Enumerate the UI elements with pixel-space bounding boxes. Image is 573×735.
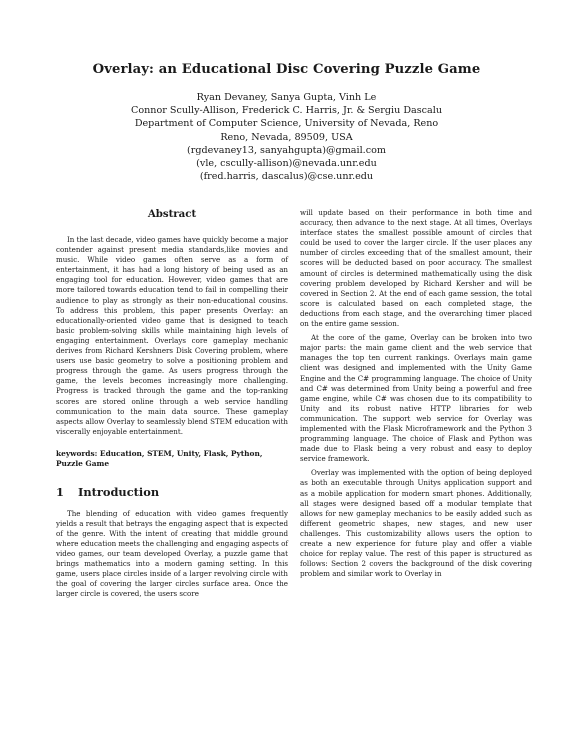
email-line: (vle, cscully-allison)@nevada.unr.edu [196, 158, 377, 170]
abstract-heading: Abstract [147, 208, 197, 220]
body-paragraph: At the core of the game, Overlay can be broken into two major parts: the main game client and the web service that manages the top ten current rankings. Overlays main game client was designed and implemented with the Unity Game Engine and the C# programming language. The choice of Unity and C# was determined from Unity being a powerful and free game engine, while C# was chosen due to its compatibility to Unity and its robust native HTTP libraries for web communication. The support web service for Overlay was implemented with the Flask Microframework and the Python 3 programming language. The choice of Flask and Python was made due to Flask being a very robust and easy to deploy service framework. [300, 333, 532, 464]
body-paragraph: Overlay was implemented with the option of being deployed as both an executable through Unitys application support and as a mobile application for modern smart phones. Additionally, all stages were designed based off a modular template that allows for new gameplay mechanics to be easily added such as different geometric shapes, new stages, and new user challenges. This customizability allows users the option to create a new experience for future play and offer a viable choice for replay value. The rest of this paper is structured as follows: Section 2 covers the background of the disk covering problem and similar work to Overlay in [300, 468, 532, 579]
email-line: (fred.harris, dascalus)@cse.unr.edu [199, 171, 374, 183]
paper-title: Overlay: an Educational Disc Covering Puzzle Game [92, 62, 481, 77]
keywords: keywords: Education, STEM, Unity, Flask, Python, Puzzle Game [56, 448, 263, 469]
section-title: Introduction [78, 484, 160, 499]
body-paragraph: will update based on their performance in both time and accuracy, then advance to the next stage. At all times, Overlays interface states the smallest possible amount of circles that could be used to cover the larger circle. If the user places any number of circles exceeding that of the smallest amount, their scores will be deducted based on poor accuracy. The smallest amount of circles is determined mathematically using the disk covering problem developed by Richard Kersher and will be covered in Section 2. At the end of each game session, the total score is calculated based on each completed stage, the deductions from each stage, and the overarching timer placed on the entire game session. [300, 208, 532, 329]
address-line: Reno, Nevada, 89509, USA [220, 131, 353, 143]
author-block [0, 91, 573, 183]
introduction-paragraph: The blending of education with video games frequently yields a result that betrays the engaging aspect that is expected of the genre. With the intent of creating that middle ground where education meets the challenging and engaging aspects of video games, our team developed Overlay, a puzzle game that brings mathematics into a modern gaming setting. In this game, users place circles inside of a larger revolving circle with the goal of covering the larger circles surface area. Once the larger circle is covered, the users score [56, 508, 288, 599]
author-names-line: Connor Scully-Allison, Frederick C. Harris, Jr. & Sergiu Dascalu [130, 105, 442, 117]
affiliation-line: Department of Computer Science, University of Nevada, Reno [134, 118, 439, 130]
author-names-line: Ryan Devaney, Sanya Gupta, Vinh Le [196, 92, 377, 103]
email-line: (rgdevaney13, sanyahgupta)@gmail.com [187, 144, 386, 156]
right-column [300, 208, 532, 579]
section-number: 1 [56, 484, 64, 499]
section-heading-introduction [56, 485, 288, 499]
left-column [56, 208, 288, 600]
abstract-text: In the last decade, video games have quickly become a major contender against present media standards,like movies and music. While video games often serve as a form of entertainment, it has had a long history of being used as an engaging tool for education. However, video games that are more tailored towards education tend to fail in compelling their audience to play as strongly as their non-educational cousins. To address this problem, this paper presents Overlay: an educationally-oriented video game that is designed to teach basic problem-solving skills while maintaining high levels of engaging entertainment. Overlays core gameplay mechanic derives from Richard Kershners Disk Covering problem, where users use basic geometry to solve a positioning problem and progress through the game. As users progress through the game, the levels becomes increasingly more challenging. Progress is tracked through the game and the top-ranking scores are stored online through a web service handling communication to the main data source. These gameplay aspects allow Overlay to seamlessly blend STEM education with viscerally enjoyable entertainment. [56, 235, 288, 436]
